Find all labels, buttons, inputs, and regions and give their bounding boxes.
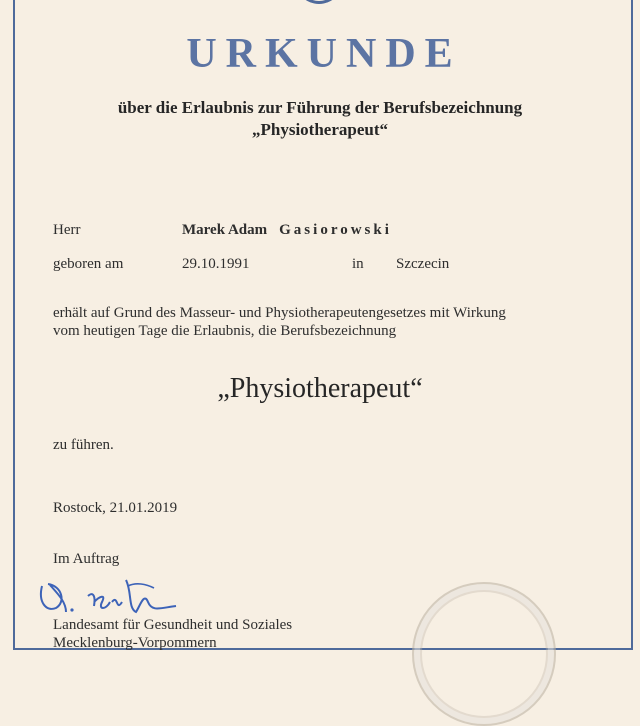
document-title: URKUNDE	[186, 31, 462, 77]
birth-place: Szczecin	[396, 256, 450, 272]
in-label: in	[352, 256, 364, 272]
signature-icon	[36, 572, 186, 622]
given-names: Marek Adam	[182, 222, 268, 238]
born-label: geboren am	[53, 256, 124, 272]
subtitle-line-2: „Physiotherapeut“	[252, 120, 388, 139]
authority-line-2: Mecklenburg-Vorpommern	[53, 635, 217, 651]
on-behalf-label: Im Auftrag	[53, 551, 120, 567]
body-line-1: erhält auf Grund des Masseur- und Physiotherapeutengesetzes mit Wirkung	[53, 305, 506, 321]
subtitle-line-1: über die Erlaubnis zur Führung der Berufsbezeichnung	[117, 98, 523, 117]
salutation-label: Herr	[53, 222, 81, 238]
surname: Gasiorowski	[279, 222, 392, 238]
embossed-seal-icon	[412, 582, 556, 726]
authority-line-1: Landesamt für Gesundheit und Soziales	[53, 617, 293, 633]
place-date: Rostock, 21.01.2019	[53, 500, 178, 516]
birth-date: 29.10.1991	[182, 256, 250, 272]
person-name	[182, 222, 392, 239]
closing-text: zu führen.	[53, 437, 114, 453]
body-line-2: vom heutigen Tage die Erlaubnis, die Berufsbezeichnung	[53, 323, 397, 339]
profession-title: „Physiotherapeut“	[217, 373, 423, 404]
